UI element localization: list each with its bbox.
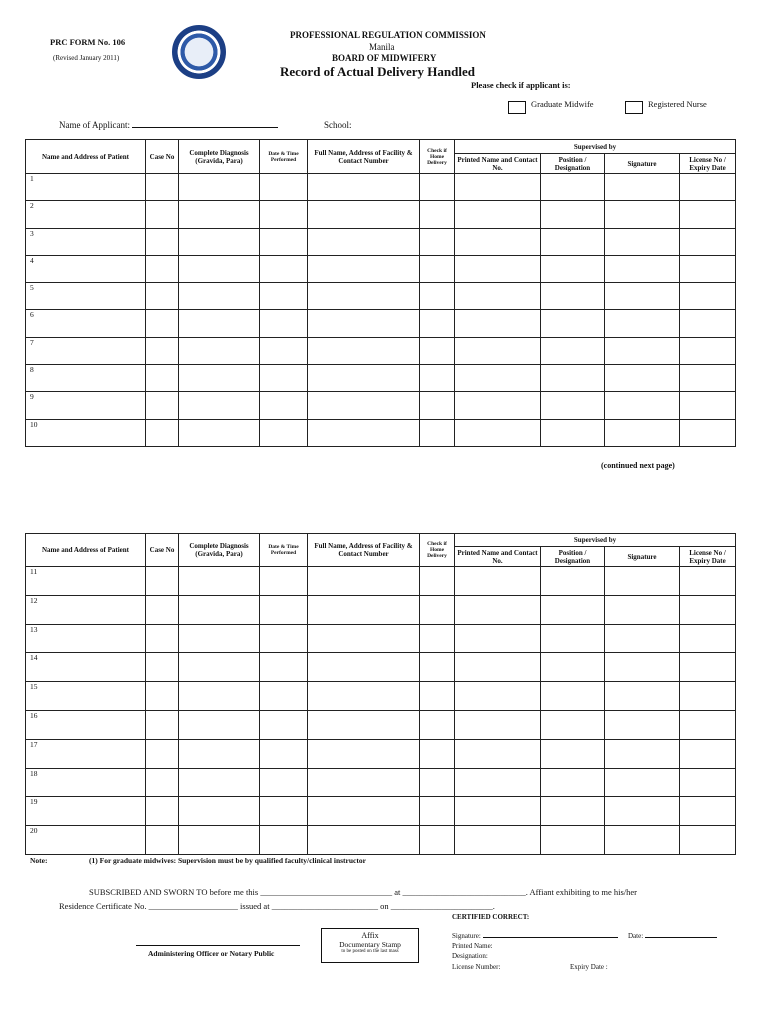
col-printed-name: Printed Name and Contact No. [455, 154, 541, 174]
table-cell[interactable] [260, 682, 308, 711]
table-cell[interactable] [680, 337, 736, 364]
sworn-line-2: Residence Certificate No. _____________________ issued at _________________________ on ________________________. [59, 901, 495, 911]
table-cell[interactable] [605, 826, 680, 855]
row-number[interactable]: 10 [26, 419, 146, 446]
table-cell[interactable] [605, 653, 680, 682]
table-row [26, 365, 736, 392]
row-number[interactable]: 4 [26, 255, 146, 282]
table-cell[interactable] [455, 624, 541, 653]
table-cell[interactable] [680, 768, 736, 797]
table-cell[interactable] [179, 653, 260, 682]
table-cell[interactable] [541, 365, 605, 392]
table-cell[interactable] [308, 310, 420, 337]
table-cell[interactable] [146, 624, 179, 653]
table-row [26, 653, 736, 682]
certified-designation: Designation: [452, 952, 488, 960]
table-cell[interactable] [146, 201, 179, 228]
table-cell[interactable] [541, 739, 605, 768]
table-cell[interactable] [260, 595, 308, 624]
col-case-no: Case No [146, 534, 179, 567]
table-cell[interactable] [420, 653, 455, 682]
certified-printed-name: Printed Name: [452, 942, 493, 950]
table-cell[interactable] [680, 826, 736, 855]
certified-title: CERTIFIED CORRECT: [452, 913, 530, 921]
table-cell[interactable] [308, 228, 420, 255]
table-cell[interactable] [541, 768, 605, 797]
table-cell[interactable] [455, 392, 541, 419]
table-row [26, 595, 736, 624]
table-cell[interactable] [541, 419, 605, 446]
table-cell[interactable] [680, 174, 736, 201]
table-cell[interactable] [541, 653, 605, 682]
registered-nurse-checkbox[interactable] [625, 101, 643, 114]
row-number[interactable]: 19 [26, 797, 146, 826]
table-cell[interactable] [455, 682, 541, 711]
table-cell[interactable] [179, 419, 260, 446]
table-cell[interactable] [260, 567, 308, 596]
certified-date-label: Date: [628, 932, 644, 940]
table-cell[interactable] [146, 653, 179, 682]
table-cell[interactable] [146, 228, 179, 255]
table-cell[interactable] [420, 595, 455, 624]
table-cell[interactable] [308, 365, 420, 392]
table-cell[interactable] [680, 710, 736, 739]
table-cell[interactable] [455, 255, 541, 282]
table-cell[interactable] [680, 797, 736, 826]
table-cell[interactable] [179, 826, 260, 855]
table-cell[interactable] [541, 624, 605, 653]
col-diagnosis: Complete Diagnosis (Gravida, Para) [179, 140, 260, 174]
table-cell[interactable] [455, 768, 541, 797]
table-cell[interactable] [420, 624, 455, 653]
col-license: License No / Expiry Date [680, 547, 736, 567]
table-cell[interactable] [541, 392, 605, 419]
table-cell[interactable] [146, 682, 179, 711]
table-cell[interactable] [680, 653, 736, 682]
stamp-sub: to be posted on the last mass [341, 949, 399, 954]
table-cell[interactable] [146, 310, 179, 337]
table-cell[interactable] [541, 682, 605, 711]
check-prompt: Please check if applicant is: [471, 80, 571, 90]
table-cell[interactable] [179, 567, 260, 596]
delivery-table-1 [25, 139, 736, 447]
table-cell[interactable] [308, 567, 420, 596]
table-row [26, 739, 736, 768]
table-cell[interactable] [146, 419, 179, 446]
table-cell[interactable] [680, 310, 736, 337]
table-cell[interactable] [541, 228, 605, 255]
table-cell[interactable] [146, 797, 179, 826]
table-row [26, 797, 736, 826]
table-cell[interactable] [179, 682, 260, 711]
table-cell[interactable] [308, 710, 420, 739]
table-cell[interactable] [260, 283, 308, 310]
table-cell[interactable] [420, 255, 455, 282]
table-row [26, 392, 736, 419]
table-cell[interactable] [420, 392, 455, 419]
table-cell[interactable] [680, 201, 736, 228]
row-number[interactable]: 1 [26, 174, 146, 201]
table-cell[interactable] [420, 682, 455, 711]
table-cell[interactable] [308, 595, 420, 624]
table-cell[interactable] [455, 797, 541, 826]
table-row [26, 255, 736, 282]
row-number[interactable]: 13 [26, 624, 146, 653]
table-cell[interactable] [541, 310, 605, 337]
table-cell[interactable] [605, 392, 680, 419]
row-number[interactable]: 7 [26, 337, 146, 364]
table-cell[interactable] [260, 624, 308, 653]
table-cell[interactable] [605, 283, 680, 310]
table-cell[interactable] [308, 768, 420, 797]
table-cell[interactable] [179, 595, 260, 624]
table-cell[interactable] [146, 710, 179, 739]
table-cell[interactable] [680, 392, 736, 419]
table-cell[interactable] [680, 255, 736, 282]
table-cell[interactable] [260, 797, 308, 826]
applicant-name-line[interactable] [132, 127, 278, 128]
col-date-time: Date & Time Performed [260, 140, 308, 174]
table-row [26, 201, 736, 228]
table-cell[interactable] [605, 419, 680, 446]
table-cell[interactable] [308, 174, 420, 201]
table-cell[interactable] [455, 739, 541, 768]
row-number[interactable]: 20 [26, 826, 146, 855]
col-date-time: Date & Time Performed [260, 534, 308, 567]
table-cell[interactable] [308, 201, 420, 228]
col-home-delivery: Check if Home Delivery [420, 140, 455, 174]
table-cell[interactable] [308, 283, 420, 310]
table-cell[interactable] [420, 228, 455, 255]
table-cell[interactable] [308, 337, 420, 364]
table-cell[interactable] [680, 739, 736, 768]
row-number[interactable]: 3 [26, 228, 146, 255]
applicant-name-label: Name of Applicant: [59, 120, 130, 130]
col-position: Position / Designation [541, 154, 605, 174]
table-cell[interactable] [605, 201, 680, 228]
row-number[interactable]: 5 [26, 283, 146, 310]
table-cell[interactable] [420, 797, 455, 826]
school-label: School: [324, 120, 352, 130]
table-cell[interactable] [605, 174, 680, 201]
table-row [26, 624, 736, 653]
table-cell[interactable] [605, 739, 680, 768]
table-cell[interactable] [420, 768, 455, 797]
table-row [26, 310, 736, 337]
table-cell[interactable] [146, 567, 179, 596]
col-facility: Full Name, Address of Facility & Contact Number [308, 140, 420, 174]
table-cell[interactable] [455, 174, 541, 201]
table-cell[interactable] [179, 228, 260, 255]
table-cell[interactable] [146, 826, 179, 855]
table-cell[interactable] [605, 682, 680, 711]
col-facility: Full Name, Address of Facility & Contact Number [308, 534, 420, 567]
table-cell[interactable] [680, 595, 736, 624]
table-cell[interactable] [179, 768, 260, 797]
table-cell[interactable] [146, 255, 179, 282]
table-cell[interactable] [541, 174, 605, 201]
table-cell[interactable] [605, 710, 680, 739]
table-cell[interactable] [308, 797, 420, 826]
table-cell[interactable] [605, 567, 680, 596]
table-cell[interactable] [605, 228, 680, 255]
sworn-line-1: SUBSCRIBED AND SWORN TO before me this _______________________________ at _____________________________. Affiant exhibiting to me his/her [89, 887, 638, 897]
table-cell[interactable] [260, 228, 308, 255]
table-cell[interactable] [455, 653, 541, 682]
table-cell[interactable] [680, 682, 736, 711]
table-cell[interactable] [260, 392, 308, 419]
table-cell[interactable] [605, 595, 680, 624]
row-number[interactable]: 2 [26, 201, 146, 228]
table-cell[interactable] [605, 624, 680, 653]
col-diagnosis: Complete Diagnosis (Gravida, Para) [179, 534, 260, 567]
table-row [26, 337, 736, 364]
applicant-name-field[interactable] [59, 120, 278, 130]
table-cell[interactable] [420, 283, 455, 310]
col-home-delivery: Check if Home Delivery [420, 534, 455, 567]
table-cell[interactable] [455, 310, 541, 337]
table-cell[interactable] [260, 174, 308, 201]
table-cell[interactable] [260, 419, 308, 446]
certified-signature-line[interactable] [483, 937, 618, 938]
table-row [26, 710, 736, 739]
table-cell[interactable] [308, 682, 420, 711]
table-cell[interactable] [179, 255, 260, 282]
table-row [26, 768, 736, 797]
table-row [26, 682, 736, 711]
row-number[interactable]: 17 [26, 739, 146, 768]
table-cell[interactable] [308, 392, 420, 419]
table-cell[interactable] [541, 201, 605, 228]
table-cell[interactable] [455, 710, 541, 739]
col-case-no: Case No [146, 140, 179, 174]
table-cell[interactable] [420, 567, 455, 596]
table-cell[interactable] [260, 826, 308, 855]
table-cell[interactable] [455, 595, 541, 624]
table-cell[interactable] [179, 283, 260, 310]
officer-signature-line[interactable] [136, 945, 300, 946]
table-cell[interactable] [541, 710, 605, 739]
table-cell[interactable] [680, 419, 736, 446]
table-cell[interactable] [420, 174, 455, 201]
row-number[interactable]: 8 [26, 365, 146, 392]
col-patient-name: Name and Address of Patient [26, 534, 146, 567]
table-cell[interactable] [179, 310, 260, 337]
table-cell[interactable] [179, 392, 260, 419]
table-cell[interactable] [260, 710, 308, 739]
table-cell[interactable] [179, 337, 260, 364]
table-cell[interactable] [455, 419, 541, 446]
col-printed-name: Printed Name and Contact No. [455, 547, 541, 567]
table-cell[interactable] [146, 768, 179, 797]
row-number[interactable]: 12 [26, 595, 146, 624]
registered-nurse-label: Registered Nurse [648, 99, 707, 109]
table-row [26, 174, 736, 201]
table-cell[interactable] [541, 595, 605, 624]
table-cell[interactable] [146, 283, 179, 310]
continued-note: (continued next page) [601, 461, 675, 470]
table-cell[interactable] [455, 283, 541, 310]
certified-expiry: Expiry Date : [570, 963, 608, 971]
row-number[interactable]: 6 [26, 310, 146, 337]
table-cell[interactable] [605, 255, 680, 282]
table-cell[interactable] [455, 228, 541, 255]
table-cell[interactable] [541, 255, 605, 282]
table-cell[interactable] [260, 310, 308, 337]
board-name: BOARD OF MIDWIFERY [332, 53, 437, 63]
stamp-affix: Affix [361, 931, 379, 940]
certified-signature-label: Signature: [452, 932, 481, 940]
col-signature: Signature [605, 547, 680, 567]
graduate-midwife-label: Graduate Midwife [531, 99, 594, 109]
col-license: License No / Expiry Date [680, 154, 736, 174]
col-signature: Signature [605, 154, 680, 174]
table-row [26, 567, 736, 596]
agency-name: PROFESSIONAL REGULATION COMMISSION [290, 30, 486, 40]
table-cell[interactable] [541, 797, 605, 826]
table-cell[interactable] [260, 337, 308, 364]
table-cell[interactable] [260, 255, 308, 282]
certified-date-field[interactable] [628, 932, 717, 940]
row-number[interactable]: 14 [26, 653, 146, 682]
row-number[interactable]: 15 [26, 682, 146, 711]
col-patient-name: Name and Address of Patient [26, 140, 146, 174]
table-cell[interactable] [179, 710, 260, 739]
table-cell[interactable] [541, 826, 605, 855]
table-cell[interactable] [260, 768, 308, 797]
table-cell[interactable] [308, 653, 420, 682]
table-cell[interactable] [260, 201, 308, 228]
table-cell[interactable] [541, 567, 605, 596]
table-cell[interactable] [420, 201, 455, 228]
col-supervised-by: Supervised by [455, 534, 736, 547]
prc-seal-icon [172, 25, 226, 79]
table-cell[interactable] [420, 739, 455, 768]
table-row [26, 826, 736, 855]
table-cell[interactable] [680, 228, 736, 255]
table-cell[interactable] [605, 768, 680, 797]
table-cell[interactable] [420, 365, 455, 392]
certified-license: License Number: [452, 963, 501, 971]
note-text: (1) For graduate midwives: Supervision must be by qualified faculty/clinical instructor [89, 856, 366, 865]
table-cell[interactable] [605, 797, 680, 826]
note-label: Note: [30, 856, 48, 865]
table-cell[interactable] [455, 567, 541, 596]
table-cell[interactable] [179, 624, 260, 653]
table-cell[interactable] [420, 710, 455, 739]
table-cell[interactable] [146, 392, 179, 419]
table-cell[interactable] [605, 337, 680, 364]
table-cell[interactable] [680, 624, 736, 653]
col-supervised-by: Supervised by [455, 140, 736, 154]
table-cell[interactable] [420, 826, 455, 855]
table-cell[interactable] [455, 337, 541, 364]
table-cell[interactable] [541, 283, 605, 310]
table-cell[interactable] [146, 739, 179, 768]
table-cell[interactable] [420, 337, 455, 364]
documentary-stamp-box [321, 928, 419, 963]
certified-signature-field[interactable] [452, 932, 618, 940]
revision-date: (Revised January 2011) [53, 54, 120, 62]
table-cell[interactable] [179, 201, 260, 228]
table-cell[interactable] [308, 739, 420, 768]
stamp-label: Documentary Stamp [339, 940, 401, 949]
table-row [26, 283, 736, 310]
table-row [26, 419, 736, 446]
table-cell[interactable] [680, 283, 736, 310]
table-cell[interactable] [308, 255, 420, 282]
table-row [26, 228, 736, 255]
table-cell[interactable] [146, 337, 179, 364]
table-cell[interactable] [455, 201, 541, 228]
delivery-table-2 [25, 533, 736, 855]
graduate-midwife-checkbox[interactable] [508, 101, 526, 114]
table-cell[interactable] [260, 365, 308, 392]
table-cell[interactable] [179, 174, 260, 201]
table-cell[interactable] [420, 419, 455, 446]
officer-label: Administering Officer or Notary Public [148, 949, 275, 958]
table-cell[interactable] [146, 595, 179, 624]
table-cell[interactable] [308, 826, 420, 855]
row-number[interactable]: 9 [26, 392, 146, 419]
table-cell[interactable] [260, 739, 308, 768]
table-cell[interactable] [308, 419, 420, 446]
table-cell[interactable] [308, 624, 420, 653]
table-cell[interactable] [680, 567, 736, 596]
table-cell[interactable] [455, 826, 541, 855]
table-cell[interactable] [179, 365, 260, 392]
table-cell[interactable] [420, 310, 455, 337]
table-cell[interactable] [146, 174, 179, 201]
table-cell[interactable] [179, 739, 260, 768]
table-cell[interactable] [605, 365, 680, 392]
certified-date-line[interactable] [645, 937, 717, 938]
row-number[interactable]: 16 [26, 710, 146, 739]
table-cell[interactable] [260, 653, 308, 682]
table-cell[interactable] [455, 365, 541, 392]
row-number[interactable]: 18 [26, 768, 146, 797]
agency-city: Manila [369, 42, 395, 52]
table-cell[interactable] [146, 365, 179, 392]
col-position: Position / Designation [541, 547, 605, 567]
table-cell[interactable] [179, 797, 260, 826]
form-number: PRC FORM No. 106 [50, 37, 126, 47]
table-cell[interactable] [541, 337, 605, 364]
page-title: Record of Actual Delivery Handled [280, 64, 475, 79]
table-cell[interactable] [605, 310, 680, 337]
row-number[interactable]: 11 [26, 567, 146, 596]
table-cell[interactable] [680, 365, 736, 392]
